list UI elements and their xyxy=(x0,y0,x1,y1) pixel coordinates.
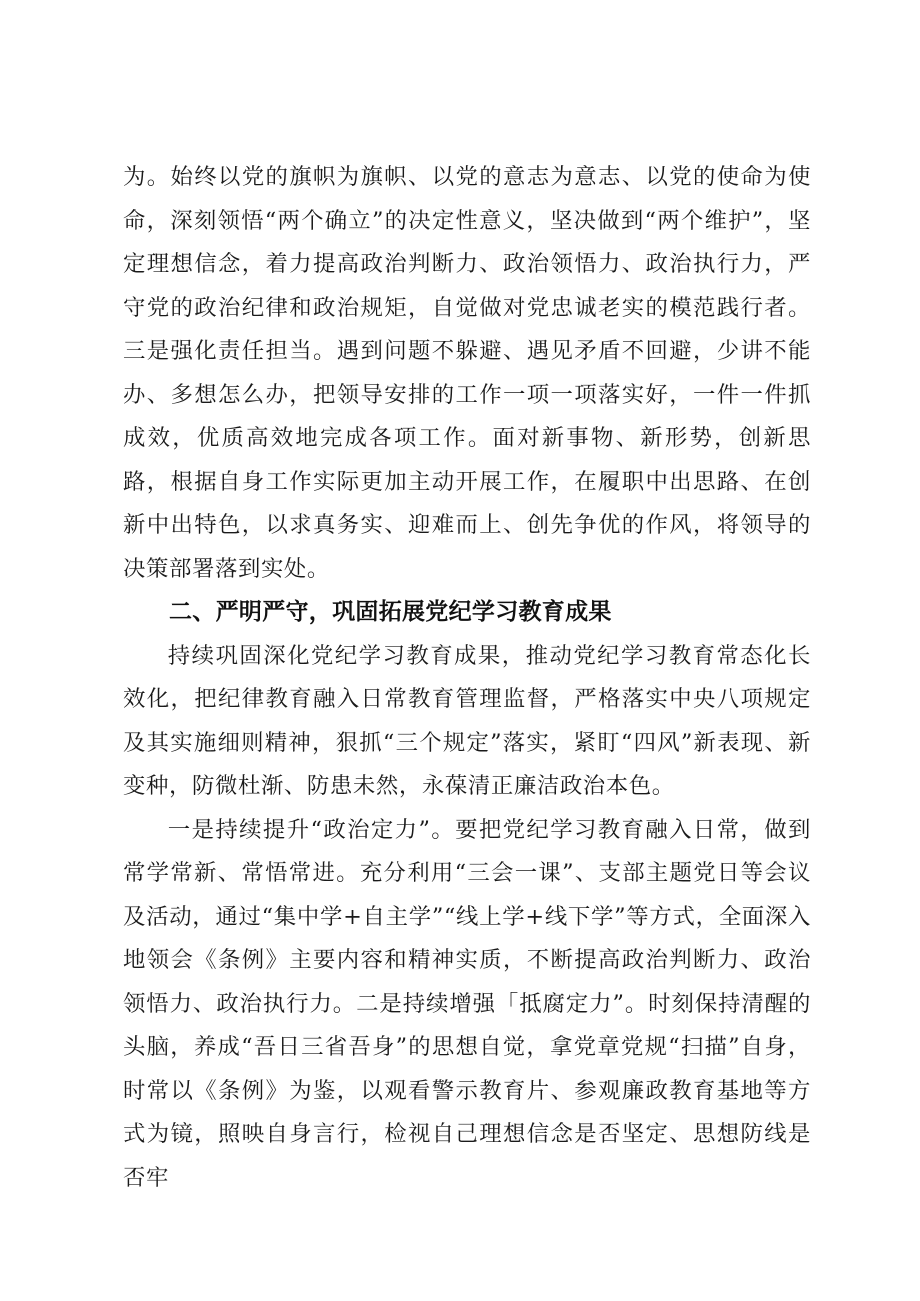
paragraph-points: 一是持续提升“政治定力”。要把党纪学习教育融入日常，做到常学常新、常悟常进。充分利用“三会一课”、支部主题党日等会议及活动，通过“集中学+自主学”“线上学+线下学”等方式，全面深入地领会《条例》主要内容和精神实质，不断提高政治判断力、政治领悟力、政治执行力。二是持续增强「抵腐定力”。时刻保持清醒的头脑，养成“吾日三省吾身”的思想自觉，拿党章党规“扫描”自身，时常以《条例》为鉴，以观看警示教育片、参观廉政教育基地等方式为镜，照映自身言行，检视自己理想信念是否坚定、思想防线是否牢 xyxy=(123,816,811,1191)
document-body xyxy=(123,156,811,1200)
paragraph-section-intro: 持续巩固深化党纪学习教育成果，推动党纪学习教育常态化长效化，把纪律教育融入日常教育管理监督，严格落实中央八项规定及其实施细则精神，狠抓“三个规定”落实，紧盯“四风”新表现、新变种，防微杜渐、防患未然，永葆清正廉洁政治本色。 xyxy=(123,642,811,799)
paragraph-continued: 为。始终以党的旗帜为旗帜、以党的意志为意志、以党的使命为使命，深刻领悟“两个确立”的决定性意义，坚决做到“两个维护”，坚定理想信念，着力提高政治判断力、政治领悟力、政治执行力，严守党的政治纪律和政治规矩，自觉做对党忠诚老实的模范践行者。三是强化责任担当。遇到问题不躲避、遇见矛盾不回避，少讲不能办、多想怎么办，把领导安排的工作一项一项落实好，一件一件抓成效，优质高效地完成各项工作。面对新事物、新形势，创新思路，根据自身工作实际更加主动开展工作，在履职中出思路、在创新中出特色，以求真务实、迎难而上、创先争优的作风，将领导的决策部署落到实处。 xyxy=(123,164,811,582)
section-heading-2: 二、严明严守，巩固拓展党纪学习教育成果 xyxy=(169,599,612,625)
